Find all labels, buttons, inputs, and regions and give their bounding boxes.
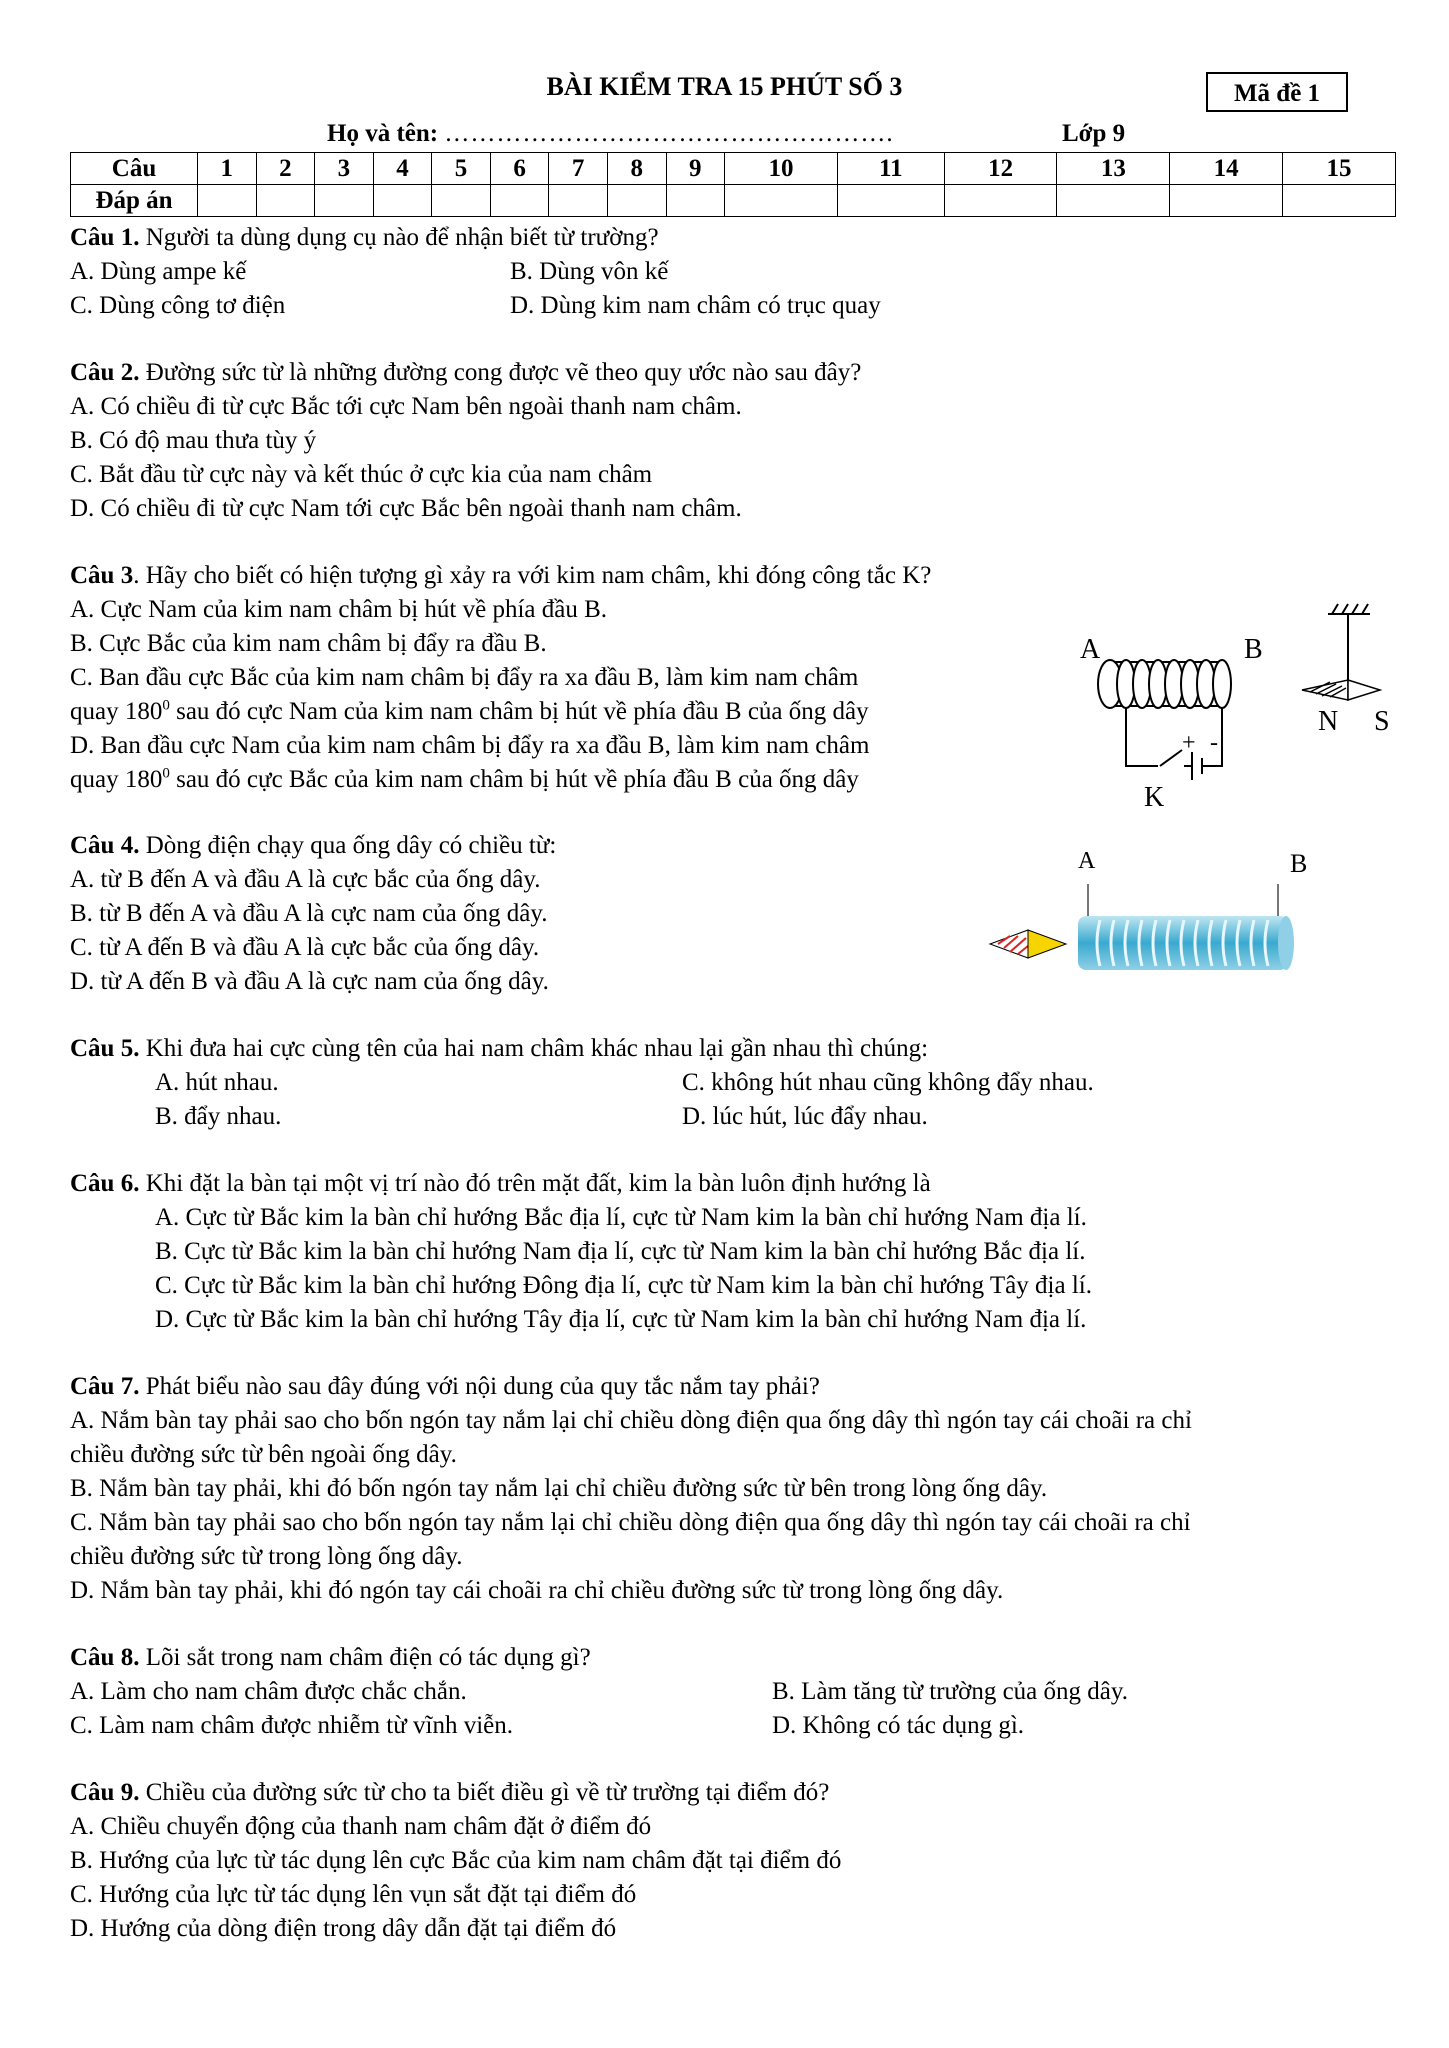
- question-7-stem: [70, 1370, 820, 1404]
- question-label: Câu 5.: [70, 1035, 140, 1062]
- question-number-cell: 14: [1170, 153, 1283, 185]
- question-label: Câu 7.: [70, 1373, 140, 1400]
- question-3-stem: [70, 559, 931, 593]
- coil-end-b-label: B: [1290, 849, 1308, 878]
- question-4-option-d: D. từ A đến B và đầu A là cực nam của ống dây.: [70, 968, 549, 995]
- ceiling-hatch: [1328, 604, 1370, 680]
- question-9-option-d: D. Hướng của dòng điện trong dây dẫn đặt tại điểm đó: [70, 1915, 617, 1942]
- question-text: Đường sức từ là những đường cong được vẽ theo quy ước nào sau đây?: [139, 359, 862, 386]
- question-number-cell: 9: [666, 153, 725, 185]
- question-8-option-c: C. Làm nam châm được nhiễm từ vĩnh viễn.: [70, 1712, 514, 1739]
- switch-k-label: K: [1144, 782, 1165, 813]
- question-6-option-a: A. Cực từ Bắc kim la bàn chỉ hướng Bắc địa lí, cực từ Nam kim la bàn chỉ hướng Nam địa lí.: [155, 1204, 1087, 1231]
- question-text: Lõi sắt trong nam châm điện có tác dụng gì?: [139, 1644, 591, 1671]
- question-5-option-b: B. đẩy nhau.: [155, 1103, 282, 1130]
- question-5-option-c: C. không hút nhau cũng không đẩy nhau.: [682, 1069, 1094, 1096]
- answer-cell[interactable]: [666, 185, 725, 217]
- question-8-option-a: A. Làm cho nam châm được chắc chắn.: [70, 1678, 467, 1705]
- question-4-option-a: A. từ B đến A và đầu A là cực bắc của ống dây.: [70, 866, 541, 893]
- question-number-cell: 11: [837, 153, 944, 185]
- question-3-option-a: A. Cực Nam của kim nam châm bị hút về phía đầu B.: [70, 596, 608, 623]
- question-number-cell: 7: [549, 153, 608, 185]
- solenoid-coil: [1098, 660, 1231, 708]
- question-7-option-d: D. Nắm bàn tay phải, khi đó ngón tay cái choãi ra chỉ chiều đường sức từ trong lòng ống dây.: [70, 1577, 1004, 1604]
- question-text: . Hãy cho biết có hiện tượng gì xảy ra với kim nam châm, khi đóng công tắc K?: [133, 562, 932, 589]
- question-number-cell: 1: [198, 153, 257, 185]
- question-7-option-a-cont: chiều đường sức từ bên ngoài ống dây.: [70, 1441, 457, 1468]
- coil-end-a-label: A: [1080, 634, 1101, 665]
- coil-end-a-label: A: [1078, 848, 1096, 874]
- answer-cell[interactable]: [607, 185, 666, 217]
- question-text: Chiều của đường sức từ cho ta biết điều gì về từ trường tại điểm đó?: [139, 1779, 830, 1806]
- question-2-option-d: D. Có chiều đi từ cực Nam tới cực Bắc bên ngoài thanh nam châm.: [70, 495, 742, 522]
- question-number-cell: 15: [1283, 153, 1396, 185]
- question-6-stem: [70, 1167, 931, 1201]
- answer-table-row-label: Câu: [71, 153, 198, 185]
- answer-cell[interactable]: [315, 185, 374, 217]
- question-5-option-a: A. hút nhau.: [155, 1069, 279, 1096]
- question-6-option-d: D. Cực từ Bắc kim la bàn chỉ hướng Tây địa lí, cực từ Nam kim la bàn chỉ hướng Nam địa lí.: [155, 1306, 1087, 1333]
- question-7-option-c-cont: chiều đường sức từ trong lòng ống dây.: [70, 1543, 463, 1570]
- question-4-figure: [990, 840, 1330, 1000]
- question-8-option-b: B. Làm tăng từ trường của ống dây.: [772, 1678, 1128, 1705]
- question-3-figure: [1080, 600, 1400, 820]
- circuit-wires: [1126, 708, 1222, 780]
- question-number-cell: 6: [490, 153, 549, 185]
- name-dots: …………………………………………….: [444, 120, 894, 147]
- answer-cell[interactable]: [725, 185, 838, 217]
- exam-code-box: Mã đề 1: [1206, 72, 1348, 112]
- question-3-option-d: D. Ban đầu cực Nam của kim nam châm bị đẩy ra xa đầu B, làm kim nam châm: [70, 732, 870, 759]
- exam-title: BÀI KIỂM TRA 15 PHÚT SỐ 3: [546, 72, 903, 101]
- question-9-option-a: A. Chiều chuyển động của thanh nam châm đặt ở điểm đó: [70, 1813, 652, 1840]
- compass-needle: [990, 930, 1066, 958]
- battery-plus-label: +: [1182, 730, 1196, 756]
- question-2-stem: [70, 356, 861, 390]
- answer-cell[interactable]: [1283, 185, 1396, 217]
- battery-minus-label: -: [1210, 730, 1218, 756]
- name-label: Họ và tên:: [327, 120, 439, 147]
- answer-cell[interactable]: [198, 185, 257, 217]
- question-number-cell: 12: [944, 153, 1057, 185]
- question-1-stem: [70, 221, 659, 255]
- question-9-option-c: C. Hướng của lực từ tác dụng lên vụn sắt đặt tại điểm đó: [70, 1881, 637, 1908]
- question-text: Người ta dùng dụng cụ nào để nhận biết từ trường?: [139, 224, 659, 251]
- question-text: Khi đặt la bàn tại một vị trí nào đó trên mặt đất, kim la bàn luôn định hướng là: [139, 1170, 931, 1197]
- question-3-option-d-cont: quay $180^0$ sau đó cực Bắc của kim nam châm bị hút về phía đầu B của ống dây: [70, 765, 859, 793]
- question-7-option-c: C. Nắm bàn tay phải sao cho bốn ngón tay nắm lại chỉ chiều dòng điện qua ống dây thì ngón tay cái choãi ra chỉ: [70, 1509, 1191, 1536]
- question-1-option-b: B. Dùng vôn kế: [510, 258, 669, 285]
- question-number-cell: 4: [373, 153, 432, 185]
- question-7-option-a: A. Nắm bàn tay phải sao cho bốn ngón tay nắm lại chỉ chiều dòng điện qua ống dây thì ngón tay cái choãi ra chỉ: [70, 1407, 1192, 1434]
- student-name-line: [327, 120, 894, 148]
- answer-table-row-label: Đáp án: [71, 185, 198, 217]
- compass-needle: [1302, 680, 1380, 700]
- answer-cell[interactable]: [1057, 185, 1170, 217]
- question-label: Câu 8.: [70, 1644, 140, 1671]
- question-9-stem: [70, 1776, 829, 1810]
- question-8-stem: [70, 1641, 591, 1675]
- question-4-stem: [70, 829, 556, 863]
- question-number-cell: 10: [725, 153, 838, 185]
- question-number-cell: 2: [256, 153, 315, 185]
- question-label: Câu 4.: [70, 832, 140, 859]
- answer-cell[interactable]: [1170, 185, 1283, 217]
- answer-cell[interactable]: [490, 185, 549, 217]
- answer-table: [70, 152, 1396, 217]
- question-number-cell: 8: [607, 153, 666, 185]
- question-text: Dòng điện chạy qua ống dây có chiều từ:: [139, 832, 557, 859]
- answer-cell[interactable]: [432, 185, 491, 217]
- question-text: Khi đưa hai cực cùng tên của hai nam châm khác nhau lại gần nhau thì chúng:: [139, 1035, 929, 1062]
- question-5-stem: [70, 1032, 928, 1066]
- question-number-cell: 13: [1057, 153, 1170, 185]
- needle-label-n: N: [1318, 706, 1339, 737]
- answer-cell[interactable]: [256, 185, 315, 217]
- class-label: Lớp 9: [1062, 120, 1126, 147]
- question-6-option-b: B. Cực từ Bắc kim la bàn chỉ hướng Nam địa lí, cực từ Nam kim la bàn chỉ hướng Bắc địa lí.: [155, 1238, 1086, 1265]
- question-3-option-c-cont: quay $180^0$ sau đó cực Nam của kim nam châm bị hút về phía đầu B của ống dây: [70, 697, 869, 725]
- question-label: Câu 3: [70, 562, 134, 589]
- question-number-cell: 3: [315, 153, 374, 185]
- question-3-option-c: C. Ban đầu cực Bắc của kim nam châm bị đẩy ra xa đầu B, làm kim nam châm: [70, 664, 859, 691]
- needle-label-s: S: [1374, 706, 1390, 737]
- question-number-cell: 5: [432, 153, 491, 185]
- question-label: Câu 1.: [70, 224, 140, 251]
- question-4-option-c: C. từ A đến B và đầu A là cực bắc của ống dây.: [70, 934, 540, 961]
- answer-table-answer-row: [71, 185, 1396, 217]
- question-2-option-c: C. Bắt đầu từ cực này và kết thúc ở cực kia của nam châm: [70, 461, 653, 488]
- question-label: Câu 6.: [70, 1170, 140, 1197]
- question-5-option-d: D. lúc hút, lúc đẩy nhau.: [682, 1103, 928, 1130]
- answer-cell[interactable]: [837, 185, 944, 217]
- answer-cell[interactable]: [549, 185, 608, 217]
- coil-end-b-label: B: [1244, 634, 1263, 665]
- question-2-option-a: A. Có chiều đi từ cực Bắc tới cực Nam bên ngoài thanh nam châm.: [70, 393, 742, 420]
- question-7-option-b: B. Nắm bàn tay phải, khi đó bốn ngón tay nắm lại chỉ chiều đường sức từ bên trong lòng ống dây.: [70, 1475, 1048, 1502]
- question-9-option-b: B. Hướng của lực từ tác dụng lên cực Bắc của kim nam châm đặt tại điểm đó: [70, 1847, 842, 1874]
- question-text: Phát biểu nào sau đây đúng với nội dung của quy tắc nắm tay phải?: [139, 1373, 820, 1400]
- question-label: Câu 9.: [70, 1779, 140, 1806]
- question-8-option-d: D. Không có tác dụng gì.: [772, 1712, 1025, 1739]
- question-1-option-a: A. Dùng ampe kế: [70, 258, 247, 285]
- question-6-option-c: C. Cực từ Bắc kim la bàn chỉ hướng Đông địa lí, cực từ Nam kim la bàn chỉ hướng Tây địa lí.: [155, 1272, 1092, 1299]
- coil-end-cap: [1278, 916, 1294, 970]
- question-3-option-b: B. Cực Bắc của kim nam châm bị đẩy ra đầu B.: [70, 630, 547, 657]
- question-2-option-b: B. Có độ mau thưa tùy ý: [70, 427, 317, 454]
- answer-table-number-row: [71, 153, 1396, 185]
- answer-cell[interactable]: [373, 185, 432, 217]
- question-1-option-d: D. Dùng kim nam châm có trục quay: [510, 292, 881, 319]
- question-4-option-b: B. từ B đến A và đầu A là cực nam của ống dây.: [70, 900, 548, 927]
- question-label: Câu 2.: [70, 359, 140, 386]
- question-1-option-c: C. Dùng công tơ điện: [70, 292, 286, 319]
- answer-cell[interactable]: [944, 185, 1057, 217]
